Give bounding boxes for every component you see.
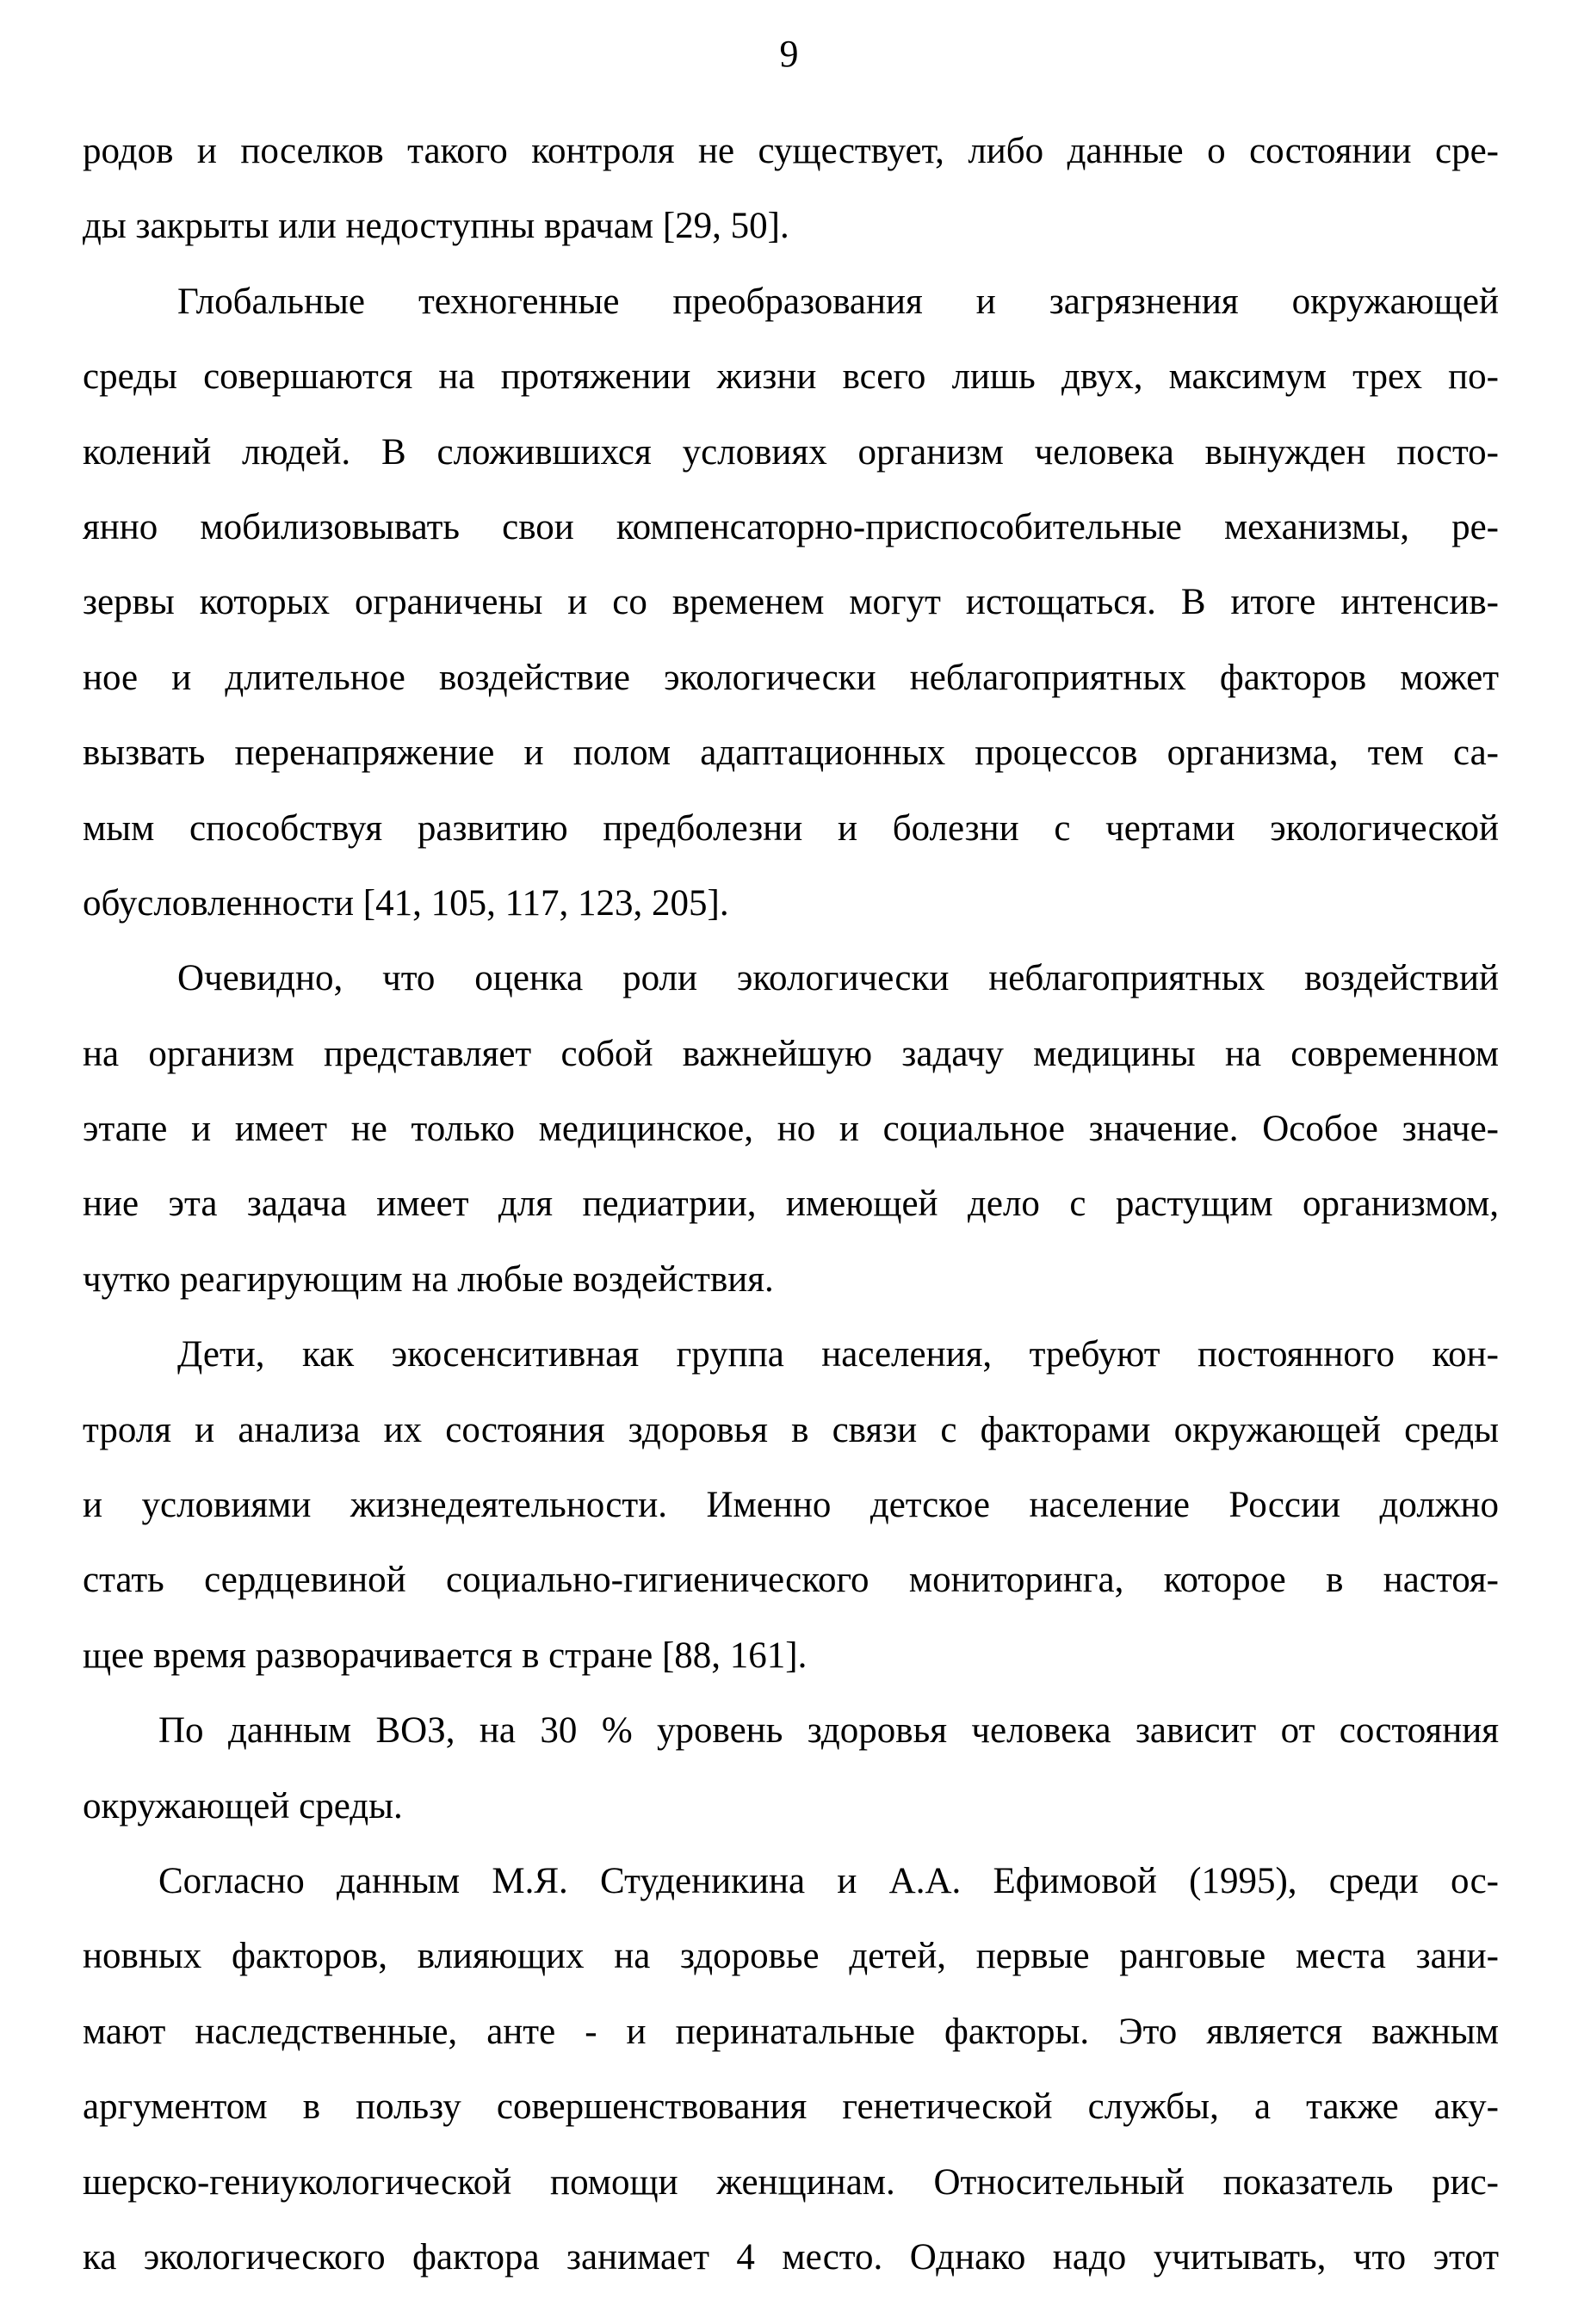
paragraph-first-line: Дети, как экосенситивная группа населения, требуют постоянного кон- <box>177 1334 1499 1375</box>
paragraph-first-line: По данным ВОЗ, на 30 % уровень здоровья человека зависит от состояния <box>158 1710 1499 1752</box>
text-line: ды закрыты или недоступны врачам [29, 50]. <box>83 206 789 247</box>
text-line: мают наследственные, анте - и перинатальные факторы. Это является важным <box>83 2011 1499 2052</box>
body-text <box>83 114 1499 2295</box>
text-line: троля и анализа их состояния здоровья в связи с факторами окружающей среды <box>83 1409 1499 1450</box>
paragraph-first-line: Очевидно, что оценка роли экологически неблагоприятных воздействий <box>177 958 1499 999</box>
text-line: стать сердцевиной социально-гигиенического мониторинга, которое в настоя- <box>83 1560 1499 1601</box>
paragraph-first-line: Согласно данным М.Я. Студеникина и А.А. Ефимовой (1995), среди ос- <box>158 1860 1499 1901</box>
text-line: чутко реагирующим на любые воздействия. <box>83 1258 774 1300</box>
text-line: мым способствуя развитию предболезни и болезни с чертами экологической <box>83 807 1499 849</box>
text-line: зервы которых ограничены и со временем могут истощаться. В итоге интенсив- <box>83 582 1499 623</box>
paragraph-first-line: Глобальные техногенные преобразования и загрязнения окружающей <box>177 281 1499 322</box>
text-line: этапе и имеет не только медицинское, но и социальное значение. Особое значе- <box>83 1109 1499 1150</box>
text-line: колений людей. В сложившихся условиях организм человека вынужден посто- <box>83 431 1499 473</box>
text-line: новных факторов, влияющих на здоровье детей, первые ранговые места зани- <box>83 1936 1499 1977</box>
text-line: ка экологического фактора занимает 4 место. Однако надо учитывать, что этот <box>83 2236 1499 2278</box>
text-line: янно мобилизовывать свои компенсаторно-приспособительные механизмы, ре- <box>83 506 1499 547</box>
text-line: среды совершаются на протяжении жизни всего лишь двух, максимум трех по- <box>83 356 1499 398</box>
text-line: вызвать перенапряжение и полом адаптационных процессов организма, тем са- <box>83 732 1499 774</box>
text-line: аргументом в пользу совершенствования генетической службы, а также аку- <box>83 2086 1499 2128</box>
text-line: ние эта задача имеет для педиатрии, имеющей дело с растущим организмом, <box>83 1184 1499 1225</box>
text-line: ное и длительное воздействие экологически неблагоприятных факторов может <box>83 657 1499 698</box>
text-line: щее время разворачивается в стране [88, 161]. <box>83 1635 808 1676</box>
text-line: и условиями жизнедеятельности. Именно детское население России должно <box>83 1485 1499 1526</box>
text-line: шерско-гениукологической помощи женщинам. Относительный показатель рис- <box>83 2161 1499 2203</box>
text-line: родов и поселков такого контроля не существует, либо данные о состоянии сре- <box>83 131 1499 171</box>
page-number: 9 <box>779 33 799 75</box>
text-line: окружающей среды. <box>83 1785 403 1826</box>
text-line: на организм представляет собой важнейшую задачу медицины на современном <box>83 1033 1499 1074</box>
text-line: обусловленности [41, 105, 117, 123, 205]. <box>83 882 729 924</box>
